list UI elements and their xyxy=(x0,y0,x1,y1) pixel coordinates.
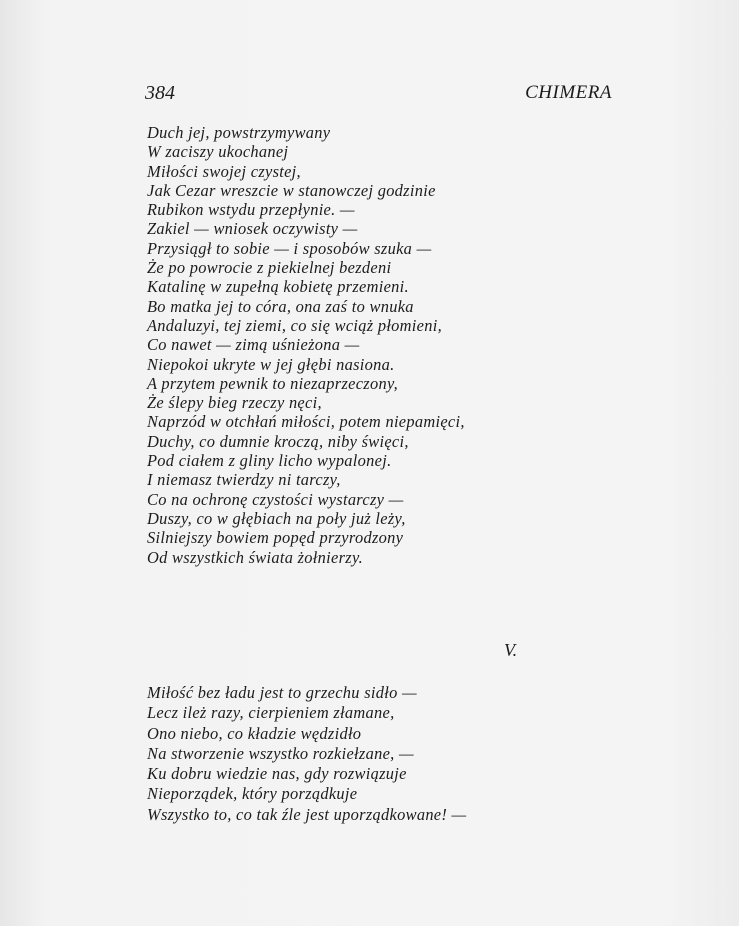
stanza-1 xyxy=(147,123,465,567)
verse-line: Ku dobru wiedzie nas, gdy rozwiązuje xyxy=(147,764,407,784)
verse-line: Przysiągł to sobie — i sposobów szuka — xyxy=(147,238,432,258)
section-number: V. xyxy=(504,640,518,660)
verse-line: Ono niebo, co kładzie wędzidło xyxy=(147,723,362,743)
verse-line: Że ślepy bieg rzeczy nęci, xyxy=(147,393,322,413)
verse-line: Naprzód w otchłań miłości, potem niepamięci, xyxy=(147,412,465,432)
stanza-2 xyxy=(147,683,466,825)
verse-line: Lecz ileż razy, cierpieniem złamane, xyxy=(147,703,395,723)
verse-line: Niepokoi ukryte w jej głębi nasiona. xyxy=(147,354,395,374)
verse-line: Co nawet — zimą uśnieżona — xyxy=(147,335,360,355)
verse-line: Andaluzyi, tej ziemi, co się wciąż płomieni, xyxy=(147,315,442,335)
verse-line: Duchy, co dumnie kroczą, niby święci, xyxy=(147,431,409,451)
running-title: CHIMERA xyxy=(525,82,612,103)
verse-line: Katalinę w zupełną kobietę przemieni. xyxy=(147,277,409,297)
verse-line: Miłości swojej czystej, xyxy=(147,161,301,181)
verse-line: Duszy, co w głębiach na poły już leży, xyxy=(147,508,406,528)
verse-line: Nieporządek, który porządkuje xyxy=(147,784,358,804)
verse-line: Duch jej, powstrzymywany xyxy=(147,123,331,142)
verse-line: Wszystko to, co tak źle jest uporządkowane! — xyxy=(147,804,467,824)
verse-line: Silniejszy bowiem popęd przyrodzony xyxy=(147,528,404,548)
verse-line: W zaciszy ukochanej xyxy=(147,142,289,162)
verse-line: Od wszystkich świata żołnierzy. xyxy=(147,547,364,567)
verse-line: Na stworzenie wszystko rozkiełzane, — xyxy=(147,743,414,763)
verse-line: Miłość bez ładu jest to grzechu sidło — xyxy=(147,683,417,702)
verse-line: I niemasz twierdzy ni tarczy, xyxy=(147,470,341,490)
verse-line: Że po powrocie z piekielnej bezdeni xyxy=(147,258,392,278)
verse-line: Pod ciałem z gliny licho wypalonej. xyxy=(147,451,392,471)
verse-line: Jak Cezar wreszcie w stanowczej godzinie xyxy=(147,180,436,200)
verse-line: Co na ochronę czystości wystarczy — xyxy=(147,489,404,509)
verse-line: Rubikon wstydu przepłynie. — xyxy=(147,200,355,220)
verse-line: Zakiel — wniosek oczywisty — xyxy=(147,219,358,239)
page-number: 384 xyxy=(145,82,175,104)
verse-line: Bo matka jej to córa, ona zaś to wnuka xyxy=(147,296,414,316)
verse-line: A przytem pewnik to niezaprzeczony, xyxy=(147,373,399,393)
